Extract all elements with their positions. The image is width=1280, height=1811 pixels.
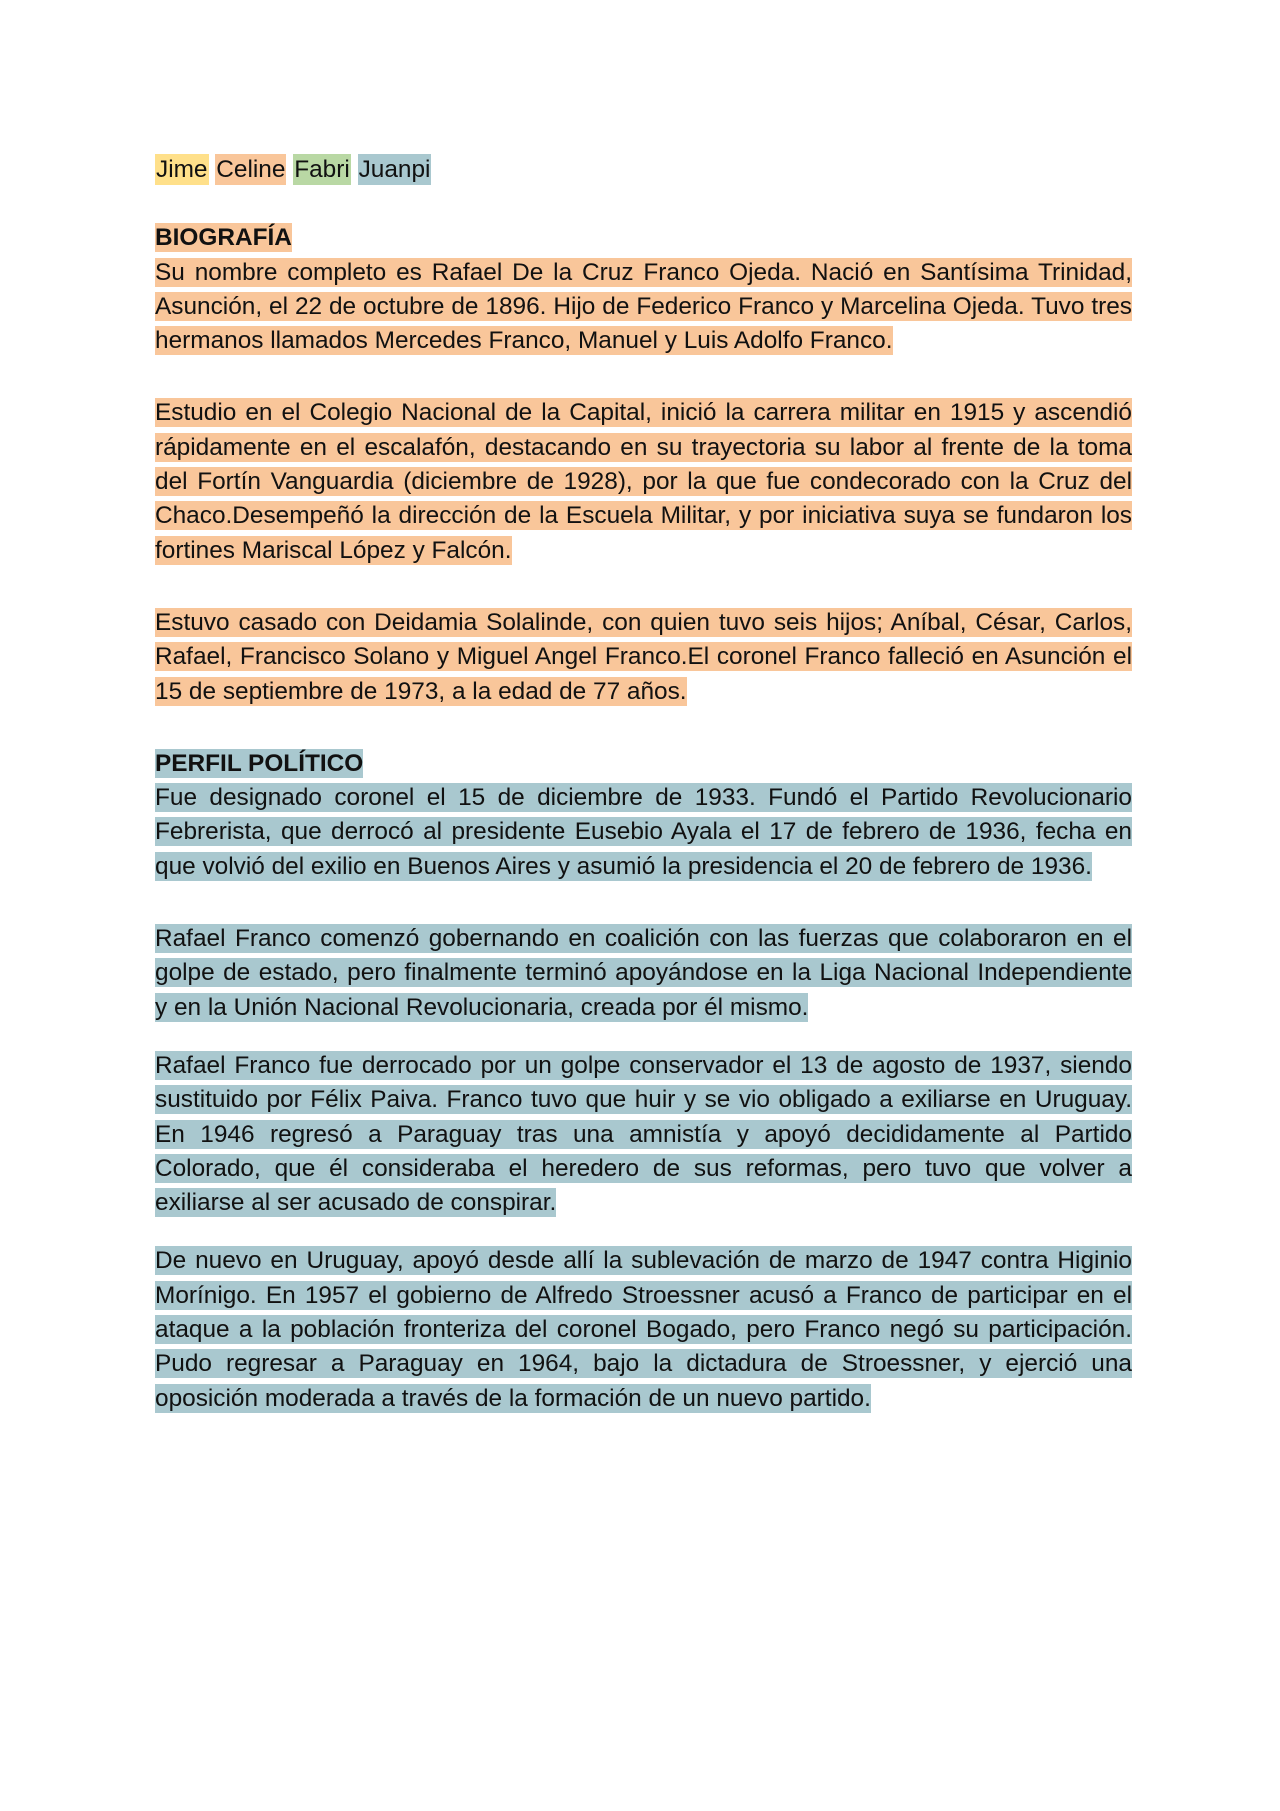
biografia-paragraph bbox=[155, 396, 1132, 567]
document-page bbox=[155, 153, 1132, 1416]
author-name-celine: Celine bbox=[216, 156, 286, 183]
perfil-politico-paragraph bbox=[155, 1049, 1132, 1220]
perfil-politico-paragraph-text: Fue designado coronel el 15 de diciembre de 1933. Fundó el Partido Revolucionario Febrerista, que derrocó al presidente Eusebio Ayala el 17 de febrero de 1936, fecha en que volvió del exilio en Buenos Aires y asumió la presidencia el 20 de febrero de 1936. bbox=[155, 784, 1132, 880]
biografia-paragraph bbox=[155, 606, 1132, 709]
biografia-paragraph-text: Estuvo casado con Deidamia Solalinde, con quien tuvo seis hijos; Aníbal, César, Carlos, Rafael, Francisco Solano y Miguel Angel Franco.El coronel Franco falleció en Asunción el 15 de septiembre de 1973, a la edad de 77 años. bbox=[155, 608, 1132, 705]
biografia-heading bbox=[155, 221, 1132, 255]
perfil-politico-heading bbox=[155, 747, 1132, 781]
author-name-jime: Jime bbox=[156, 156, 208, 183]
biografia-heading-text: BIOGRAFÍA bbox=[155, 224, 292, 252]
perfil-politico-heading-text: PERFIL POLÍTICO bbox=[155, 749, 364, 777]
biografia-paragraph-text: Su nombre completo es Rafael De la Cruz Franco Ojeda. Nació en Santísima Trinidad, Asunción, el 22 de octubre de 1896. Hijo de Federico Franco y Marcelina Ojeda. Tuvo tres hermanos llamados Mercedes Franco, Manuel y Luis Adolfo Franco. bbox=[155, 258, 1132, 355]
author-name-juanpi: Juanpi bbox=[358, 156, 431, 183]
biografia-paragraph-text: Estudio en el Colegio Nacional de la Capital, inició la carrera militar en 1915 y ascendió rápidamente en el escalafón, destacando en su trayectoria su labor al frente de la toma del Fortín Vanguardia (diciembre de 1928), por la que fue condecorado con la Cruz del Chaco.Desempeñó la dirección de la Escuela Militar, y por iniciativa suya se fundaron los fortines Mariscal López y Falcón. bbox=[155, 399, 1132, 564]
perfil-politico-paragraph bbox=[155, 781, 1132, 884]
author-name-fabri: Fabri bbox=[294, 156, 350, 183]
perfil-politico-paragraph-text: Rafael Franco fue derrocado por un golpe conservador el 13 de agosto de 1937, siendo sustituido por Félix Paiva. Franco tuvo que huir y se vio obligado a exiliarse en Uruguay. En 1946 regresó a Paraguay tras una amnistía y apoyó decididamente al Partido Colorado, que él consideraba el heredero de sus reformas, pero tuvo que volver a exiliarse al ser acusado de conspirar. bbox=[155, 1051, 1132, 1217]
author-names bbox=[155, 153, 1132, 187]
biografia-paragraph bbox=[155, 256, 1132, 359]
perfil-politico-paragraph-text: De nuevo en Uruguay, apoyó desde allí la sublevación de marzo de 1947 contra Higinio Morínigo. En 1957 el gobierno de Alfredo Stroessner acusó a Franco de participar en el ataque a la población fronteriza del coronel Bogado, pero Franco negó su participación. Pudo regresar a Paraguay en 1964, bajo la dictadura de Stroessner, y ejerció una oposición moderada a través de la formación de un nuevo partido. bbox=[155, 1247, 1132, 1412]
perfil-politico-paragraph bbox=[155, 922, 1132, 1025]
perfil-politico-paragraph bbox=[155, 1244, 1132, 1415]
perfil-politico-paragraph-text: Rafael Franco comenzó gobernando en coalición con las fuerzas que colaboraron en el golpe de estado, pero finalmente terminó apoyándose en la Liga Nacional Independiente y en la Unión Nacional Revolucionaria, creada por él mismo. bbox=[155, 925, 1132, 1021]
